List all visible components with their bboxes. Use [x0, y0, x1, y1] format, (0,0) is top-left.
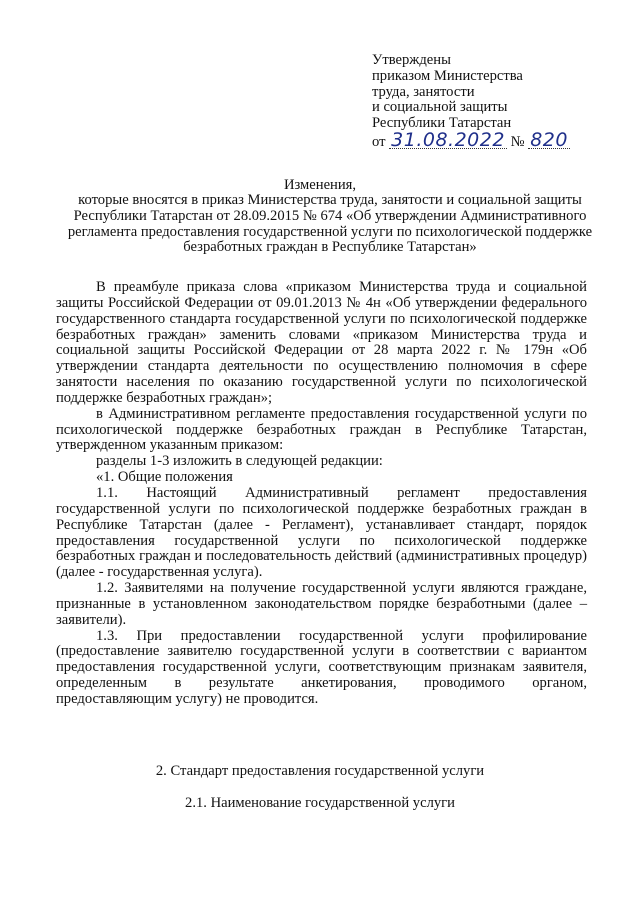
document-title: Изменения,: [283, 177, 357, 193]
approval-line-4: и социальной защиты: [372, 99, 508, 116]
paragraph-1-2: 1.2. Заявителями на получение государственной услуги являются граждане, признанные в установленном законодательством порядке безработными (далее – заявители).: [56, 580, 587, 628]
number-prefix: №: [510, 133, 525, 150]
paragraph-general: «1. Общие положения: [96, 469, 233, 486]
paragraph-preamble: В преамбуле приказа слова «приказом Министерства труда и социальной защиты Российской Федерации от 09.01.2013 № 4н «Об утверждении федерального государственного стандарта государственной услуги по психологической поддержке безработных граждан» заменить словами «приказом Министерства труда и социальной защиты Российской Федерации от 28 марта 2022 г. № 179н «Об утверждении стандарта деятельности по осуществлению полномочия в сфере занятости населения по оказанию государственной услуги по психологической поддержке безработных граждан»;: [56, 279, 587, 406]
date-prefix: от: [372, 133, 386, 150]
document-subtitle: которые вносятся в приказ Министерства труда, занятости и социальной защиты Республики Татарстан от 28.09.2015 № 674 «Об утверждении Административного регламента предоставления государственной услуги по психологической поддержке безработных граждан в Республике Татарстан»: [67, 192, 593, 256]
approval-line-5: Республики Татарстан: [372, 115, 512, 132]
paragraph-1-1: 1.1. Настоящий Административный регламент предоставления государственной услуги по психологической поддержке безработных граждан в Республике Татарстан (далее - Регламент), устанавливает стандарт, порядок предоставления государственной услуги по психологической поддержке безработных граждан и последовательность действий (административных процедур) (далее - государственная услуга).: [56, 484, 587, 581]
paragraph-regulation: в Административном регламенте предоставления государственной услуги по психологической поддержке безработных граждан в Республике Татарстан, утвержденном указанным приказом:: [56, 405, 587, 454]
approval-line-2: приказом Министерства: [372, 67, 523, 84]
approval-block: [372, 53, 612, 151]
section-2-heading: 2. Стандарт предоставления государственной услуги: [155, 763, 485, 779]
handwritten-date: 31.08.2022: [391, 128, 505, 151]
document-body: [56, 280, 587, 708]
section-2-1-heading: 2.1. Наименование государственной услуги: [185, 795, 455, 811]
approval-line-1: Утверждены: [372, 52, 451, 68]
approval-line-3: труда, занятости: [372, 83, 475, 100]
approval-date-line: [372, 128, 612, 151]
handwritten-number: 820: [530, 128, 568, 151]
paragraph-1-3: 1.3. При предоставлении государственной услуги профилирование (предоставление заявителю государственной услуги в соответствии с вариантом предоставления государственной услуги, соответствующим признакам заявителя, определенным в результате анкетирования, проводимого органом, предоставляющим услугу) не проводится.: [56, 627, 587, 707]
paragraph-sections: разделы 1-3 изложить в следующей редакции:: [96, 453, 383, 470]
